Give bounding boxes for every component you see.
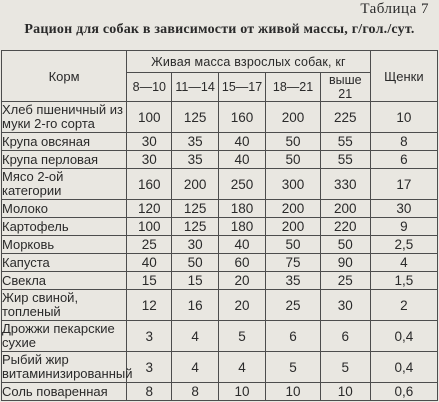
table-cell: 35 bbox=[266, 272, 320, 290]
column-header-mass: 15—17 bbox=[218, 73, 266, 102]
table-cell: 40 bbox=[218, 236, 266, 254]
table-row bbox=[2, 200, 438, 218]
feed-name: Дрожжи пекарские сухие bbox=[2, 321, 127, 352]
table-cell: 4 bbox=[172, 352, 218, 383]
table-cell: 50 bbox=[266, 236, 320, 254]
table-row bbox=[2, 352, 438, 383]
table-cell: 2,5 bbox=[370, 236, 437, 254]
table-row bbox=[2, 218, 438, 236]
table-cell: 6 bbox=[370, 151, 437, 169]
table-row bbox=[2, 236, 438, 254]
table-row bbox=[2, 133, 438, 151]
ration-table bbox=[1, 50, 438, 401]
table-cell: 40 bbox=[127, 254, 172, 272]
table-row bbox=[2, 321, 438, 352]
table-cell: 10 bbox=[370, 102, 437, 133]
table-cell: 250 bbox=[218, 169, 266, 200]
table-row bbox=[2, 102, 438, 133]
table-cell: 8 bbox=[172, 383, 218, 401]
column-header-mass: 18—21 bbox=[266, 73, 320, 102]
table-cell: 30 bbox=[127, 151, 172, 169]
table-cell: 220 bbox=[320, 218, 370, 236]
feed-name: Хлеб пшеничный из муки 2-го сорта bbox=[2, 102, 127, 133]
table-cell: 8 bbox=[370, 133, 437, 151]
table-number: Таблица 7 bbox=[360, 1, 429, 17]
table-cell: 0,4 bbox=[370, 352, 437, 383]
table-cell: 160 bbox=[127, 169, 172, 200]
table-cell: 25 bbox=[127, 236, 172, 254]
table-cell: 17 bbox=[370, 169, 437, 200]
table-cell: 1,5 bbox=[370, 272, 437, 290]
table-cell: 180 bbox=[218, 218, 266, 236]
table-cell: 6 bbox=[320, 321, 370, 352]
table-title: Рацион для собак в зависимости от живой массы, г/гол./сут. bbox=[24, 22, 415, 37]
table-cell: 10 bbox=[218, 383, 266, 401]
table-cell: 12 bbox=[127, 290, 172, 321]
table-cell: 50 bbox=[266, 151, 320, 169]
feed-name: Молоко bbox=[2, 200, 127, 218]
table-cell: 20 bbox=[218, 290, 266, 321]
table-cell: 0,6 bbox=[370, 383, 437, 401]
table-cell: 40 bbox=[218, 133, 266, 151]
table-cell: 25 bbox=[266, 290, 320, 321]
table-cell: 330 bbox=[320, 169, 370, 200]
table-cell: 30 bbox=[127, 133, 172, 151]
table-cell: 50 bbox=[320, 236, 370, 254]
table-body bbox=[2, 102, 438, 401]
table-cell: 16 bbox=[172, 290, 218, 321]
feed-name: Капуста bbox=[2, 254, 127, 272]
table-cell: 50 bbox=[266, 133, 320, 151]
table-row bbox=[2, 290, 438, 321]
table-cell: 3 bbox=[127, 352, 172, 383]
table-cell: 40 bbox=[218, 151, 266, 169]
table-cell: 30 bbox=[370, 200, 437, 218]
table-cell: 60 bbox=[218, 254, 266, 272]
table-row bbox=[2, 383, 438, 401]
table-cell: 3 bbox=[127, 321, 172, 352]
table-cell: 4 bbox=[172, 321, 218, 352]
table-cell: 200 bbox=[266, 200, 320, 218]
table-cell: 6 bbox=[266, 321, 320, 352]
table-cell: 15 bbox=[172, 272, 218, 290]
table-cell: 180 bbox=[218, 200, 266, 218]
table-cell: 300 bbox=[266, 169, 320, 200]
table-cell: 200 bbox=[266, 218, 320, 236]
table-cell: 35 bbox=[172, 133, 218, 151]
feed-name: Рыбий жир витаминизированный bbox=[2, 352, 133, 381]
table-cell: 4 bbox=[370, 254, 437, 272]
table-cell: 10 bbox=[266, 383, 320, 401]
column-header-feed: Корм bbox=[2, 51, 127, 102]
feed-name: Жир свиной, топленый bbox=[2, 290, 127, 321]
table-cell: 120 bbox=[127, 200, 172, 218]
feed-name: Соль поваренная bbox=[2, 383, 127, 401]
table-cell: 200 bbox=[266, 102, 320, 133]
table-cell: 55 bbox=[320, 151, 370, 169]
table-cell: 10 bbox=[320, 383, 370, 401]
table-cell: 2 bbox=[370, 290, 437, 321]
table-cell: 200 bbox=[320, 200, 370, 218]
table-cell: 125 bbox=[172, 218, 218, 236]
table-cell: 125 bbox=[172, 102, 218, 133]
table-cell: 8 bbox=[127, 383, 172, 401]
table-cell: 225 bbox=[320, 102, 370, 133]
table-row bbox=[2, 272, 438, 290]
table-cell: 25 bbox=[320, 272, 370, 290]
table-row bbox=[2, 151, 438, 169]
table-cell: 125 bbox=[172, 200, 218, 218]
column-header-mass: выше 21 bbox=[320, 73, 370, 102]
feed-name: Морковь bbox=[2, 236, 127, 254]
table-cell: 30 bbox=[320, 290, 370, 321]
feed-name: Крупа овсяная bbox=[2, 133, 127, 151]
feed-name: Свекла bbox=[2, 272, 127, 290]
table-cell: 15 bbox=[127, 272, 172, 290]
table-cell: 35 bbox=[172, 151, 218, 169]
table-cell: 160 bbox=[218, 102, 266, 133]
table-cell: 20 bbox=[218, 272, 266, 290]
table-row bbox=[2, 169, 438, 200]
table-cell: 30 bbox=[172, 236, 218, 254]
table-cell: 75 bbox=[266, 254, 320, 272]
table-cell: 5 bbox=[266, 352, 320, 383]
table-cell: 100 bbox=[127, 218, 172, 236]
table-row bbox=[2, 254, 438, 272]
column-header-mass: 11—14 bbox=[172, 73, 218, 102]
table-cell: 55 bbox=[320, 133, 370, 151]
column-header-puppies: Щенки bbox=[370, 51, 437, 102]
table-cell: 5 bbox=[218, 321, 266, 352]
table-cell: 0,4 bbox=[370, 321, 437, 352]
table-cell: 100 bbox=[127, 102, 172, 133]
table-cell: 200 bbox=[172, 169, 218, 200]
table-cell: 9 bbox=[370, 218, 437, 236]
table-cell: 90 bbox=[320, 254, 370, 272]
feed-name: Мясо 2-ой категории bbox=[2, 169, 127, 200]
column-group-header-mass: Живая масса взрослых собак, кг bbox=[127, 51, 371, 73]
column-header-mass: 8—10 bbox=[127, 73, 172, 102]
table-cell: 4 bbox=[218, 352, 266, 383]
table-cell: 50 bbox=[172, 254, 218, 272]
feed-name: Картофель bbox=[2, 218, 127, 236]
table-cell: 5 bbox=[320, 352, 370, 383]
feed-name: Крупа перловая bbox=[2, 151, 127, 169]
